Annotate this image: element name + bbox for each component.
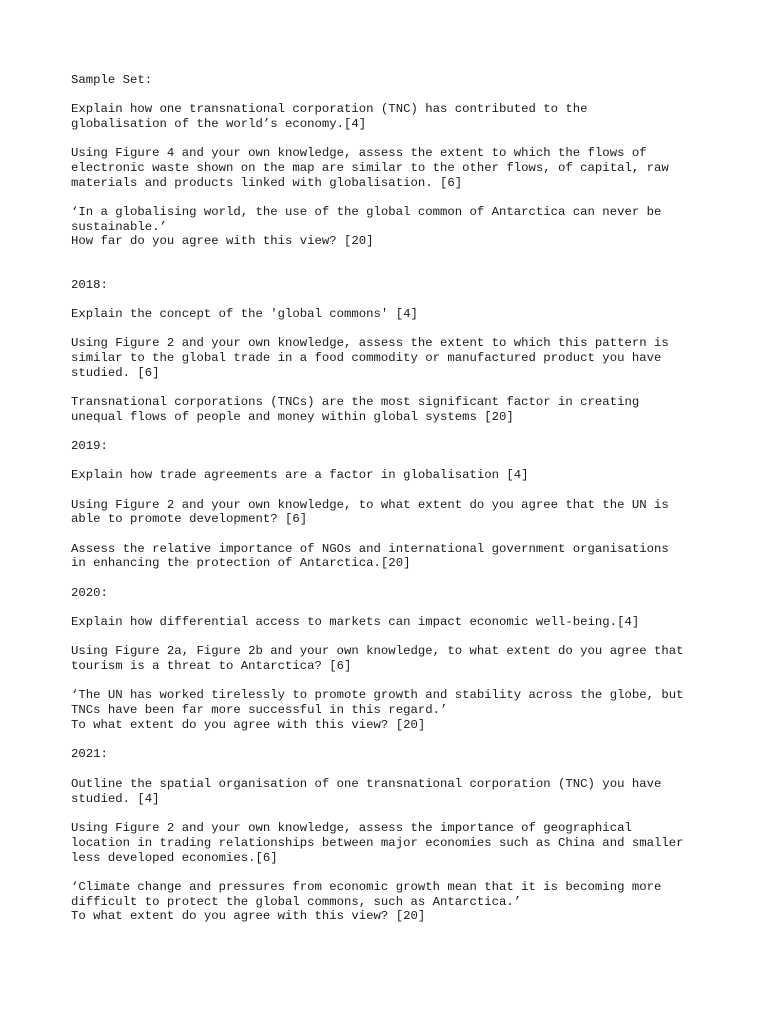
section-heading-sample-set: Sample Set: (71, 73, 153, 87)
question-line: Explain how differential access to markets can impact economic well-being.[4] (71, 615, 640, 629)
question-line: studied. [6] (71, 366, 160, 380)
question-line: ‘The UN has worked tirelessly to promote growth and stability across the globe, but (71, 688, 684, 702)
question-line: To what extent do you agree with this view? [20] (71, 909, 426, 923)
question-line: To what extent do you agree with this view? [20] (71, 718, 426, 732)
question-line: tourism is a threat to Antarctica? [6] (71, 659, 352, 673)
question-line: location in trading relationships between major economies such as China and smaller (71, 836, 684, 850)
section-heading-2020: 2020: (71, 586, 108, 600)
question-line: Using Figure 4 and your own knowledge, assess the extent to which the flows of (71, 146, 647, 160)
question-line: ‘In a globalising world, the use of the global common of Antarctica can never be (71, 205, 662, 219)
section-heading-2021: 2021: (71, 747, 108, 761)
question-line: in enhancing the protection of Antarctica.[20] (71, 556, 411, 570)
question-line: studied. [4] (71, 792, 160, 806)
question-line: Using Figure 2a, Figure 2b and your own knowledge, to what extent do you agree that (71, 644, 684, 658)
question-line: materials and products linked with globalisation. [6] (71, 176, 463, 190)
question-line: ‘Climate change and pressures from economic growth mean that it is becoming more (71, 880, 662, 894)
question-line: How far do you agree with this view? [20] (71, 234, 374, 248)
question-line: Assess the relative importance of NGOs and international government organisations (71, 542, 669, 556)
question-line: electronic waste shown on the map are similar to the other flows, of capital, raw (71, 161, 669, 175)
question-line: Transnational corporations (TNCs) are the most significant factor in creating (71, 395, 640, 409)
question-line: globalisation of the world’s economy.[4] (71, 117, 367, 131)
question-line: TNCs have been far more successful in this regard.’ (71, 703, 448, 717)
question-line: unequal flows of people and money within global systems [20] (71, 410, 514, 424)
question-line: similar to the global trade in a food commodity or manufactured product you have (71, 351, 662, 365)
question-line: Explain how trade agreements are a factor in globalisation [4] (71, 468, 529, 482)
question-line: Using Figure 2 and your own knowledge, to what extent do you agree that the UN is (71, 498, 669, 512)
question-line: Explain how one transnational corporation (TNC) has contributed to the (71, 102, 588, 116)
section-heading-2019: 2019: (71, 439, 108, 453)
question-line: difficult to protect the global commons, such as Antarctica.’ (71, 895, 522, 909)
question-line: Outline the spatial organisation of one transnational corporation (TNC) you have (71, 777, 662, 791)
section-heading-2018: 2018: (71, 278, 108, 292)
question-line: able to promote development? [6] (71, 512, 308, 526)
question-line: sustainable.’ (71, 220, 167, 234)
question-line: Using Figure 2 and your own knowledge, assess the extent to which this pattern is (71, 336, 669, 350)
question-line: less developed economies.[6] (71, 851, 278, 865)
question-line: Explain the concept of the 'global commons' [4] (71, 307, 418, 321)
question-line: Using Figure 2 and your own knowledge, assess the importance of geographical (71, 821, 632, 835)
